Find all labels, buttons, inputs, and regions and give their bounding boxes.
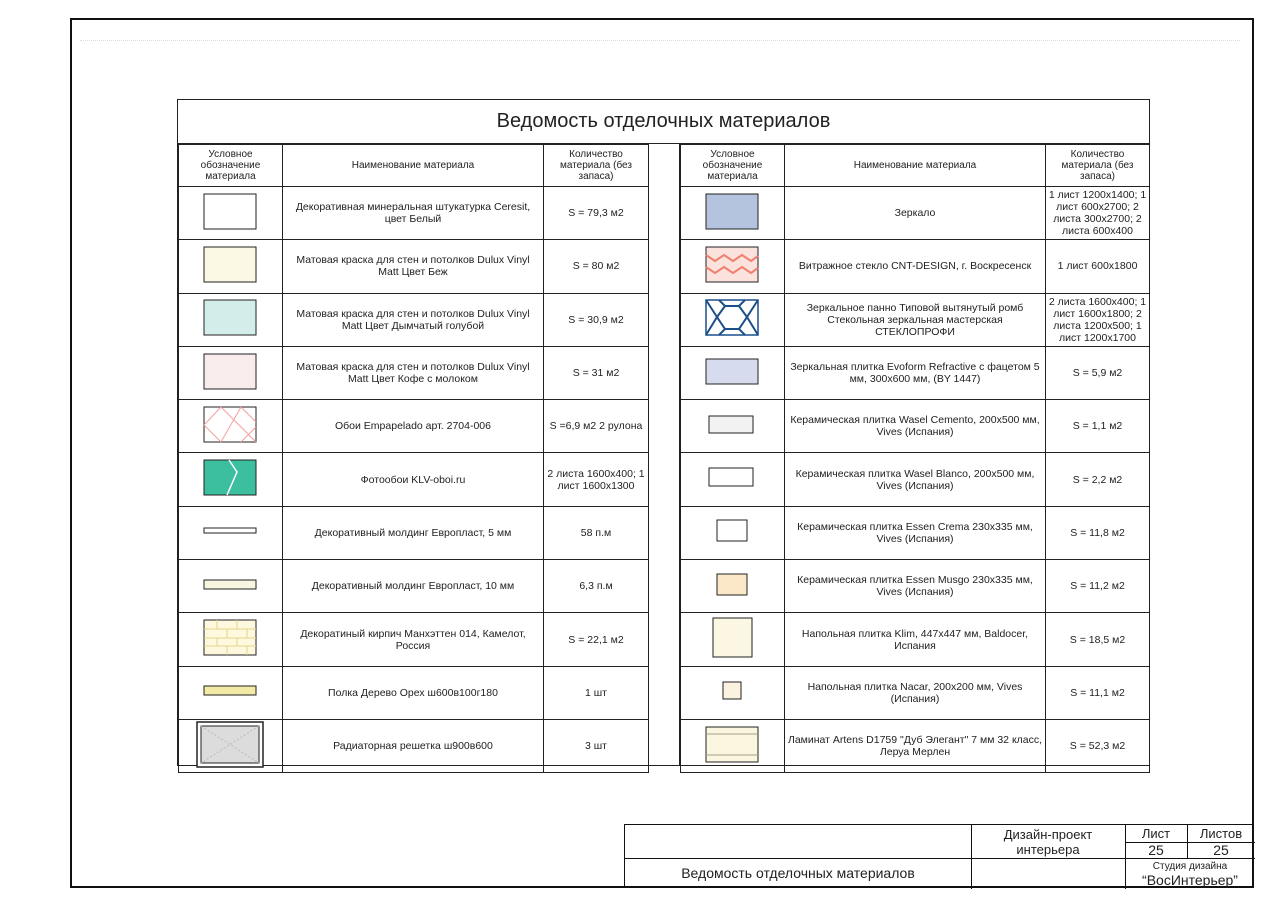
- material-quantity: 1 шт: [544, 666, 649, 719]
- material-quantity: S = 52,3 м2: [1046, 719, 1150, 772]
- material-name: Зеркало: [785, 187, 1046, 240]
- table-row: [179, 506, 649, 559]
- brick-icon: [203, 618, 259, 661]
- table-row: [681, 560, 1150, 613]
- sheet-number: 25: [1148, 842, 1164, 858]
- mirror-tile-icon: [705, 352, 761, 395]
- mirror-icon: [705, 192, 761, 235]
- table-row: [681, 506, 1150, 559]
- symbol-cell: [179, 187, 283, 240]
- table-row: [681, 293, 1150, 346]
- header-name: Наименование материала: [785, 145, 1046, 187]
- header-symbol: Условное обозначение материала: [179, 145, 283, 187]
- material-quantity: 1 лист 1200x1400; 1 лист 600x2700; 2 листа 300x2700; 2 листа 600x400: [1046, 187, 1150, 240]
- material-name: Ламинат Artens D1759 "Дуб Элегант" 7 мм 32 класс, Леруа Мерлен: [785, 719, 1046, 772]
- symbol-cell: [681, 346, 785, 399]
- symbol-cell: [681, 293, 785, 346]
- material-name: Керамическая плитка Essen Crema 230x335 мм, Vives (Испания): [785, 506, 1046, 559]
- material-name: Матовая краска для стен и потолков Dulux Vinyl Matt Цвет Кофе с молоком: [283, 346, 544, 399]
- smoky-blue-rect-icon: [203, 298, 259, 341]
- project-name: Дизайн-проект интерьера: [1003, 827, 1093, 857]
- wide-molding-icon: [203, 565, 259, 608]
- sheets-total: 25: [1213, 842, 1229, 858]
- table-row: [179, 719, 649, 772]
- material-name: Полка Дерево Орех ш600в100г180: [283, 666, 544, 719]
- material-quantity: S =6,9 м2 2 рулона: [544, 400, 649, 453]
- material-quantity: S = 5,9 м2: [1046, 346, 1150, 399]
- material-name: Керамическая плитка Wasel Cemento, 200x500 мм, Vives (Испания): [785, 400, 1046, 453]
- header-name: Наименование материала: [283, 145, 544, 187]
- material-quantity: S = 2,2 м2: [1046, 453, 1150, 506]
- material-quantity: 3 шт: [544, 719, 649, 772]
- radiator-grille-icon: [196, 721, 266, 772]
- symbol-cell: [681, 613, 785, 666]
- symbol-cell: [179, 293, 283, 346]
- material-quantity: S = 30,9 м2: [544, 293, 649, 346]
- material-quantity: 2 листа 1600x400; 1 лист 1600x1300: [544, 453, 649, 506]
- material-quantity: 6,3 п.м: [544, 560, 649, 613]
- dotted-guide-line: [80, 40, 1240, 41]
- tile-blanco-icon: [705, 458, 761, 501]
- material-name: Декоратиный кирпич Манхэттен 014, Камелот, Россия: [283, 613, 544, 666]
- material-name: Декоративная минеральная штукатурка Ceresit, цвет Белый: [283, 187, 544, 240]
- material-name: Обои Empapelado арт. 2704-006: [283, 400, 544, 453]
- tile-crema-icon: [705, 511, 761, 554]
- material-quantity: S = 11,2 м2: [1046, 560, 1150, 613]
- table-row: [179, 293, 649, 346]
- table-row: [681, 453, 1150, 506]
- material-name: Витражное стекло CNT-DESIGN, г. Воскресенск: [785, 240, 1046, 293]
- material-name: Радиаторная решетка ш900в600: [283, 719, 544, 772]
- symbol-cell: [179, 719, 283, 772]
- beige-rect-icon: [203, 245, 259, 288]
- material-quantity: S = 1,1 м2: [1046, 400, 1150, 453]
- sheets-label: Листов: [1199, 826, 1243, 841]
- symbol-cell: [179, 240, 283, 293]
- material-quantity: 2 листа 1600x400; 1 лист 1600x1800; 2 листа 1200x500; 1 лист 1200x1700: [1046, 293, 1150, 346]
- studio-name: “ВосИнтерьер”: [1142, 872, 1238, 888]
- floor-tile-klim-icon: [705, 617, 761, 662]
- floor-tile-nacar-icon: [705, 671, 761, 714]
- symbol-cell: [681, 400, 785, 453]
- laminate-icon: [705, 725, 761, 768]
- material-name: Фотообои KLV-oboi.ru: [283, 453, 544, 506]
- table-row: [681, 346, 1150, 399]
- table-row: [681, 613, 1150, 666]
- tile-cemento-icon: [705, 405, 761, 448]
- symbol-cell: [179, 400, 283, 453]
- wallpaper-pattern-icon: [203, 405, 259, 448]
- symbol-cell: [179, 666, 283, 719]
- material-quantity: S = 80 м2: [544, 240, 649, 293]
- table-row: [179, 240, 649, 293]
- material-quantity: 58 п.м: [544, 506, 649, 559]
- table-row: [681, 666, 1150, 719]
- symbol-cell: [179, 346, 283, 399]
- symbol-cell: [681, 666, 785, 719]
- table-row: [681, 187, 1150, 240]
- symbol-cell: [179, 453, 283, 506]
- header-quantity: Количество материала (без запаса): [1046, 145, 1150, 187]
- table-row: [681, 240, 1150, 293]
- coffee-milk-rect-icon: [203, 352, 259, 395]
- thin-molding-icon: [203, 511, 259, 554]
- material-quantity: S = 18,5 м2: [1046, 613, 1150, 666]
- white-rect-icon: [203, 192, 259, 235]
- material-quantity: S = 22,1 м2: [544, 613, 649, 666]
- studio-label: Студия дизайна: [1152, 861, 1228, 872]
- tile-musgo-icon: [705, 565, 761, 608]
- sheet-label: Лист: [1141, 826, 1171, 841]
- materials-sheet: [177, 99, 1150, 766]
- symbol-cell: [681, 240, 785, 293]
- symbol-cell: [179, 560, 283, 613]
- symbol-cell: [681, 187, 785, 240]
- material-quantity: S = 11,8 м2: [1046, 506, 1150, 559]
- symbol-cell: [179, 506, 283, 559]
- material-quantity: S = 31 м2: [544, 346, 649, 399]
- table-row: [681, 400, 1150, 453]
- symbol-cell: [681, 560, 785, 613]
- photo-wallpaper-icon: [203, 458, 259, 501]
- material-quantity: 1 лист 600x1800: [1046, 240, 1150, 293]
- doc-title: Ведомость отделочных материалов: [681, 865, 915, 881]
- material-name: Матовая краска для стен и потолков Dulux Vinyl Matt Цвет Дымчатый голубой: [283, 293, 544, 346]
- stained-glass-icon: [705, 245, 761, 288]
- materials-table-right: [680, 144, 1150, 773]
- table-row: [179, 666, 649, 719]
- table-row: [179, 453, 649, 506]
- table-row: [681, 719, 1150, 772]
- material-name: Напольная плитка Nacar, 200x200 мм, Vives (Испания): [785, 666, 1046, 719]
- materials-table-left: [178, 144, 649, 773]
- material-name: Керамическая плитка Wasel Blanco, 200x500 мм, Vives (Испания): [785, 453, 1046, 506]
- table-row: [179, 187, 649, 240]
- header-symbol: Условное обозначение материала: [681, 145, 785, 187]
- material-name: Декоративный молдинг Европласт, 5 мм: [283, 506, 544, 559]
- header-quantity: Количество материала (без запаса): [544, 145, 649, 187]
- mirror-panel-rhombus-icon: [705, 298, 761, 341]
- symbol-cell: [681, 506, 785, 559]
- table-gap: [648, 144, 680, 765]
- material-name: Матовая краска для стен и потолков Dulux Vinyl Matt Цвет Беж: [283, 240, 544, 293]
- material-name: Керамическая плитка Essen Musgo 230x335 мм, Vives (Испания): [785, 560, 1046, 613]
- table-row: [179, 346, 649, 399]
- material-name: Декоративный молдинг Европласт, 10 мм: [283, 560, 544, 613]
- symbol-cell: [179, 613, 283, 666]
- table-row: [179, 560, 649, 613]
- table-row: [179, 400, 649, 453]
- title-block: [624, 824, 1254, 888]
- material-quantity: S = 11,1 м2: [1046, 666, 1150, 719]
- material-name: Напольная плитка Klim, 447x447 мм, Baldocer, Испания: [785, 613, 1046, 666]
- material-name: Зеркальное панно Типовой вытянутый ромб Стекольная зеркальная мастерская СТЕКЛОПРОФИ: [785, 293, 1046, 346]
- table-row: [179, 613, 649, 666]
- symbol-cell: [681, 453, 785, 506]
- shelf-icon: [203, 671, 259, 714]
- material-quantity: S = 79,3 м2: [544, 187, 649, 240]
- sheet-title: Ведомость отделочных материалов: [178, 100, 1149, 144]
- material-name: Зеркальная плитка Evoform Refractive с фацетом 5 мм, 300x600 мм, (BY 1447): [785, 346, 1046, 399]
- symbol-cell: [681, 719, 785, 772]
